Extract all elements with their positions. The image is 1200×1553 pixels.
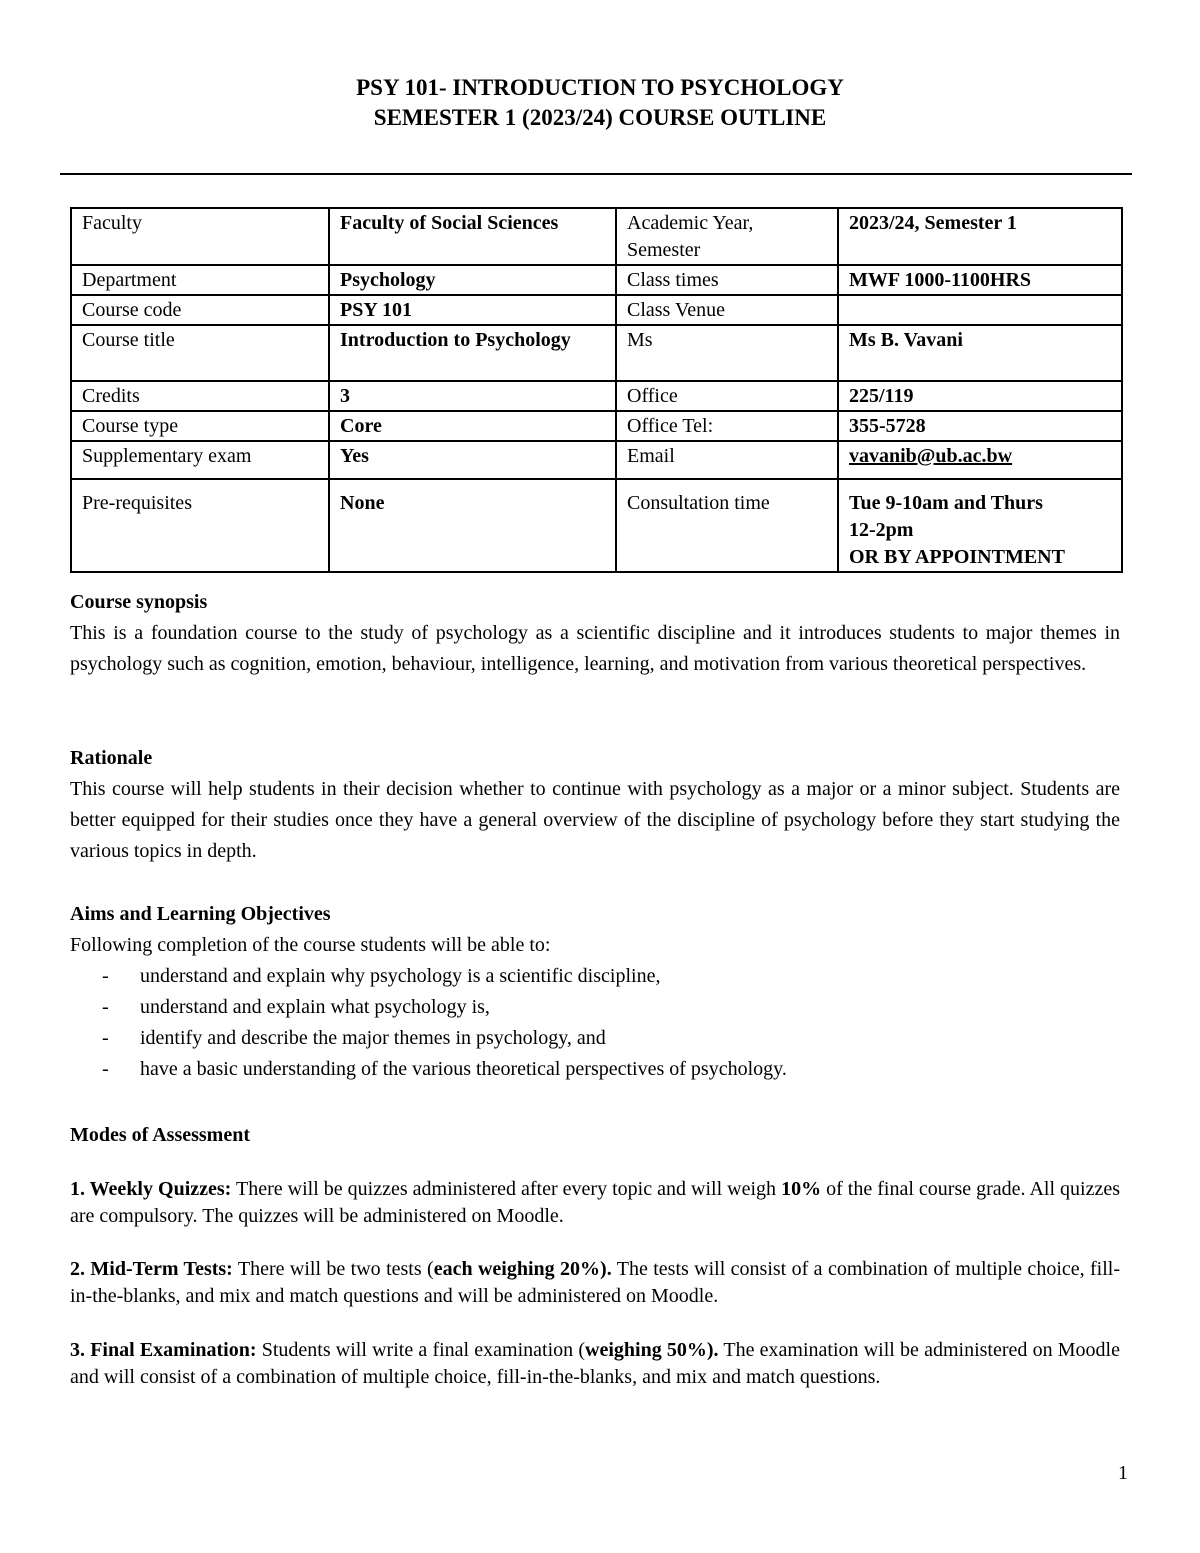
office-tel-value: 355-5728	[838, 411, 1122, 441]
assessment-item-midterm	[70, 1256, 1120, 1310]
dash-bullet: -	[102, 1058, 109, 1080]
department-value: Psychology	[329, 265, 616, 295]
lecturer-value: Ms B. Vavani	[838, 325, 1122, 381]
table-row	[71, 411, 1122, 441]
course-code-label: Course code	[71, 295, 329, 325]
rationale-heading: Rationale	[70, 747, 153, 769]
class-times-label: Class times	[616, 265, 838, 295]
class-venue-value	[838, 295, 1122, 325]
table-row	[71, 265, 1122, 295]
header-divider	[60, 173, 1132, 175]
table-row	[71, 295, 1122, 325]
course-type-value: Core	[329, 411, 616, 441]
consultation-time-label: Consultation time	[616, 479, 838, 572]
document-title-line1: PSY 101- INTRODUCTION TO PSYCHOLOGY	[356, 75, 844, 100]
assessment-lead: 3. Final Examination:	[70, 1339, 257, 1361]
prerequisites-value: None	[329, 479, 616, 572]
dash-bullet: -	[102, 1027, 109, 1049]
synopsis-heading: Course synopsis	[70, 591, 208, 613]
department-label: Department	[71, 265, 329, 295]
consultation-line: 12-2pm	[849, 519, 914, 541]
aims-heading: Aims and Learning Objectives	[70, 903, 331, 925]
consultation-line: OR BY APPOINTMENT	[849, 546, 1065, 568]
list-item-text: have a basic understanding of the various theoretical perspectives of psychology.	[140, 1058, 787, 1080]
list-item	[70, 1054, 1120, 1085]
table-row	[71, 325, 1122, 381]
list-item-text: understand and explain why psychology is a scientific discipline,	[140, 965, 661, 987]
assessment-text: The examination will be administered on Moodle and will consist of a combination of multiple choice, fill-in-the-blanks, and mix and match questions.	[70, 1339, 1120, 1388]
email-link[interactable]: vavanib@ub.ac.bw	[849, 445, 1013, 467]
credits-label: Credits	[71, 381, 329, 411]
class-times-value: MWF 1000-1100HRS	[838, 265, 1122, 295]
email-label: Email	[616, 441, 838, 479]
consultation-time-value	[838, 479, 1122, 572]
list-item	[70, 1023, 1120, 1054]
aims-intro: Following completion of the course students will be able to:	[70, 934, 551, 956]
list-item-text: identify and describe the major themes in psychology, and	[140, 1027, 606, 1049]
table-row	[71, 381, 1122, 411]
table-row	[71, 441, 1122, 479]
supplementary-exam-value: Yes	[329, 441, 616, 479]
dash-bullet: -	[102, 996, 109, 1018]
course-type-label: Course type	[71, 411, 329, 441]
list-item	[70, 992, 1120, 1023]
table-row	[71, 208, 1122, 265]
course-title-value: Introduction to Psychology	[329, 325, 616, 381]
prerequisites-label: Pre-requisites	[71, 479, 329, 572]
credits-value: 3	[329, 381, 616, 411]
assessment-text: There will be quizzes administered after every topic and will weigh	[231, 1178, 782, 1200]
assessment-weight: each weighing 20%).	[433, 1258, 612, 1280]
dash-bullet: -	[102, 965, 109, 987]
aims-list	[70, 961, 1120, 1085]
list-item-text: understand and explain what psychology is,	[140, 996, 490, 1018]
course-info-table	[70, 207, 1123, 573]
office-label: Office	[616, 381, 838, 411]
assessment-weight: 10%	[781, 1178, 822, 1200]
office-value: 225/119	[838, 381, 1122, 411]
consultation-line: Tue 9-10am and Thurs	[849, 492, 1043, 514]
course-code-value: PSY 101	[329, 295, 616, 325]
email-cell	[838, 441, 1122, 479]
faculty-label: Faculty	[71, 208, 329, 265]
academic-year-label: Academic Year, Semester	[616, 208, 838, 265]
assessment-text: Students will write a final examination (	[256, 1339, 586, 1361]
course-title-label: Course title	[71, 325, 329, 381]
document-title-line2: SEMESTER 1 (2023/24) COURSE OUTLINE	[373, 105, 827, 130]
assessment-text: There will be two tests (	[232, 1258, 434, 1280]
list-item	[70, 961, 1120, 992]
supplementary-exam-label: Supplementary exam	[71, 441, 329, 479]
assessment-heading: Modes of Assessment	[70, 1124, 250, 1146]
assessment-item-final	[70, 1337, 1120, 1391]
lecturer-label: Ms	[616, 325, 838, 381]
office-tel-label: Office Tel:	[616, 411, 838, 441]
assessment-text: of the final course grade. All quizzes are compulsory. The quizzes will be administered on Moodle.	[70, 1178, 1121, 1227]
class-venue-label: Class Venue	[616, 295, 838, 325]
synopsis-body: This is a foundation course to the study of psychology as a scientific discipline and it introduces students to major themes in psychology such as cognition, emotion, behaviour, intelligence, learning, and motivation from various theoretical perspectives.	[70, 622, 1120, 675]
academic-year-value: 2023/24, Semester 1	[838, 208, 1122, 265]
page-number: 1	[1118, 1462, 1128, 1484]
assessment-lead: 1. Weekly Quizzes:	[70, 1178, 232, 1200]
assessment-weight: weighing 50%).	[585, 1339, 719, 1361]
faculty-value: Faculty of Social Sciences	[329, 208, 616, 265]
assessment-lead: 2. Mid-Term Tests:	[70, 1258, 233, 1280]
rationale-body: This course will help students in their decision whether to continue with psychology as a major or a minor subject. Students are better equipped for their studies once they have a general overview of the discipline of psychology before they start studying the various topics in depth.	[70, 778, 1120, 862]
assessment-text: The tests will consist of a combination of multiple choice, fill-in-the-blanks, and mix and match questions and will be administered on Moodle.	[70, 1258, 1121, 1307]
assessment-item-quizzes	[70, 1176, 1120, 1230]
table-row	[71, 479, 1122, 572]
